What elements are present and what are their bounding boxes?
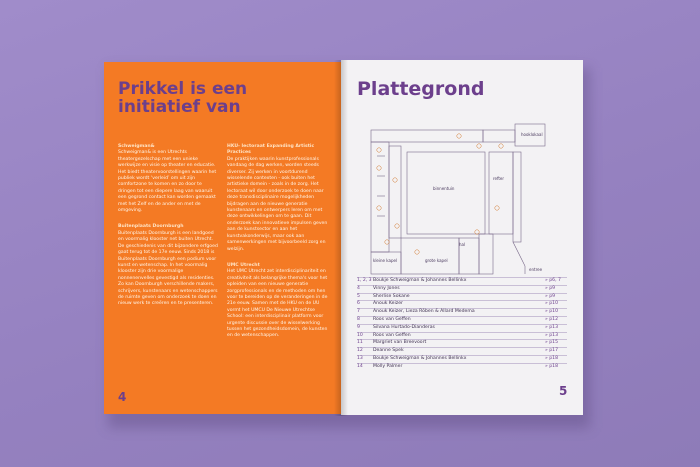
- map-marker: [377, 206, 381, 210]
- map-label-binnentuin: binnentuin: [433, 186, 455, 191]
- map-room: [479, 234, 493, 274]
- legend-artist: Sherlise Sokane: [373, 293, 410, 299]
- legend-artist: Boukje Schweigman & Johannes Bellinkx: [373, 278, 467, 283]
- legend-row: [357, 293, 567, 301]
- legend-page: » p12: [545, 316, 559, 322]
- legend-number: 1, 2, 3: [357, 278, 372, 283]
- legend-artist: Deanne Spek: [373, 348, 404, 354]
- legend-artist: Molly Palmer: [373, 363, 403, 369]
- heading-doornburgh: Buitenplaats Doornburgh: [118, 224, 184, 230]
- text-hku: De praktijken waarin kunstprofessionals vandaag de dag werken, worden steeds diverser. Zij werken in voortdurend wisselende contexten - ook buiten het artistieke domein - zoals in de zorg. Het lectoraat wil door onderzoek te doen naar deze transdisciplinaire mogelijkheden bijdragen aan de nieuwe generatie kunstenaars en ontwerpers leren om met deze ontwikkelingen om te gaan. Dit onderzoek kan innovatieve impulsen geven aan de kunstsector en aan het kunstvakonderwijs, maar ook aan samenwerkingen met bijvoorbeeld zorg en welzijn.: [227, 156, 328, 252]
- page-number-left: 4: [118, 390, 127, 404]
- legend-number: 14: [357, 363, 363, 369]
- heading-schweigman: Schweigman&: [118, 144, 155, 149]
- legend-row: [357, 300, 567, 308]
- legend-number: 4: [357, 285, 360, 291]
- legend-page: » p10: [545, 309, 559, 315]
- map-wall: [513, 242, 525, 266]
- legend-row: [357, 316, 567, 324]
- map-room: [513, 152, 521, 242]
- map-label-entree: entree: [529, 267, 543, 272]
- legend-artist: Roos van Geffen: [373, 316, 411, 322]
- legend-page: » p13: [545, 332, 559, 338]
- legend-number: 6: [357, 301, 360, 307]
- map-room: [371, 252, 401, 274]
- legend-artist: Boukje Schweigman & Johannes Bellinkx: [373, 355, 467, 361]
- legend-number: 10: [357, 332, 363, 338]
- map-room: [483, 130, 515, 142]
- map-marker: [385, 240, 389, 244]
- legend-number: 8: [357, 316, 360, 322]
- text-doornburgh: Buitenplaats Doornburgh is een landgoed en voormalig klooster net buiten Utrecht. De geschiedenis van dit bijzondere erfgoed gaat terug tot de 17e eeuw. Sinds 2018 is Buitenplaats Doornburgh een podium voor kunst en wetenschap. In het voormalig klooster zijn drie voormalige nonnenenvelles gevestigd als residenties. Zo kan Doornburgh verschillende makers, schrijvers, kunstenaars en wetenschappers de ruimte geven om onderzoek te doen en nieuw werk te creëren en te presenteren.: [118, 230, 218, 307]
- legend-page: » p15: [545, 340, 559, 346]
- text-schweigman: Schweigman& is een Utrechts theatergezelschap met een unieke werkwijze en visie op theater en educatie. Het biedt theatervoorstellingen waarin het publiek wordt ‘verleid’ om uit zijn comfortzone te komen en zo door te dringen tot een diepere laag van waaruit een gegrond contact kan worden gemaakt met het Zelf en de ander en met de omgeving.: [118, 150, 217, 214]
- legend-page: » p9: [545, 293, 556, 299]
- legend-artist: Anouk Keizer, Lieza Röben & Allard Medema: [373, 309, 475, 315]
- legend-number: 7: [357, 309, 360, 315]
- map-marker: [377, 166, 381, 170]
- map-marker: [415, 250, 419, 254]
- right-page: [341, 60, 583, 415]
- left-column: [118, 144, 218, 308]
- map-marker: [393, 178, 397, 182]
- text-umc: Het UMC Utrecht zet interdisciplinariteit en creativiteit als belangrijke thema's voor het opleiden van een nieuwe generatie zorgprofessionals en de methoden om hen voor te bereiden op de veranderingen in de 21e eeuw. Samen met de HKU en de UU vormt het UMCU De Nieuwe Utrechtse School: een interdisciplinair platform voor urgente discussie over de wisselwerking tussen het gezondheidsdomein, de kunsten en de wetenschappen.: [227, 269, 328, 339]
- map-label-grote-kapel: grote kapel: [425, 258, 448, 263]
- legend-row: [357, 324, 567, 332]
- map-label-hal: hal: [459, 242, 466, 247]
- legend-page: » p6, 7: [545, 278, 561, 283]
- legend-number: 12: [357, 348, 363, 354]
- legend-page: » p9: [545, 285, 556, 291]
- map-marker: [457, 134, 461, 138]
- page-number-right: 5: [559, 384, 568, 398]
- legend-page: » p18: [545, 355, 559, 361]
- legend-artist: Silvana Hurtado-Dianderas: [373, 324, 435, 330]
- legend-artist: Anouk Keizer: [373, 301, 403, 307]
- right-column: [227, 144, 331, 340]
- artist-legend: [357, 277, 567, 371]
- map-room: [401, 238, 459, 274]
- legend-number: 13: [357, 355, 363, 361]
- heading-umc: UMC Utrecht: [227, 262, 260, 268]
- legend-page: » p17: [545, 348, 559, 354]
- heading-hku: HKU- lectoraat Expanding Artistic Practices: [227, 144, 315, 156]
- legend-row: [357, 308, 567, 316]
- floor-plan: [357, 116, 571, 286]
- map-room: [371, 130, 483, 142]
- left-page-title: Prikkel is een initiatief van: [118, 79, 248, 117]
- legend-row: [357, 285, 567, 293]
- map-room: [407, 152, 485, 234]
- right-page-title: Plattegrond: [357, 78, 485, 100]
- map-label-kleine-kapel: kleine kapel: [373, 258, 398, 263]
- map-room: [371, 142, 389, 252]
- legend-row: [357, 347, 567, 355]
- legend-artist: Vinny Jones: [373, 285, 400, 291]
- legend-number: 5: [357, 293, 360, 299]
- map-marker: [475, 230, 479, 234]
- legend-number: 11: [357, 340, 363, 346]
- legend-row: [357, 363, 567, 371]
- map-marker: [495, 206, 499, 210]
- map-room: [389, 146, 401, 238]
- legend-page: » p18: [545, 363, 559, 369]
- left-page: [104, 62, 341, 414]
- legend-row: [357, 355, 567, 363]
- legend-page: » p10: [545, 301, 559, 307]
- legend-number: 9: [357, 324, 360, 330]
- map-marker: [377, 148, 381, 152]
- legend-page: » p13: [545, 324, 559, 330]
- legend-row: [357, 332, 567, 340]
- booklet-spine: [334, 60, 348, 416]
- map-label-hooklokaal: hooklokaal: [521, 132, 543, 137]
- legend-row: [357, 277, 567, 285]
- map-label-refter: refter: [493, 176, 505, 181]
- legend-artist: Roos van Geffen: [373, 332, 411, 338]
- map-room: [489, 152, 513, 234]
- map-marker: [395, 224, 399, 228]
- legend-row: [357, 339, 567, 347]
- legend-artist: Margriet van Breevoort: [373, 340, 427, 346]
- map-marker: [499, 144, 503, 148]
- map-marker: [477, 144, 481, 148]
